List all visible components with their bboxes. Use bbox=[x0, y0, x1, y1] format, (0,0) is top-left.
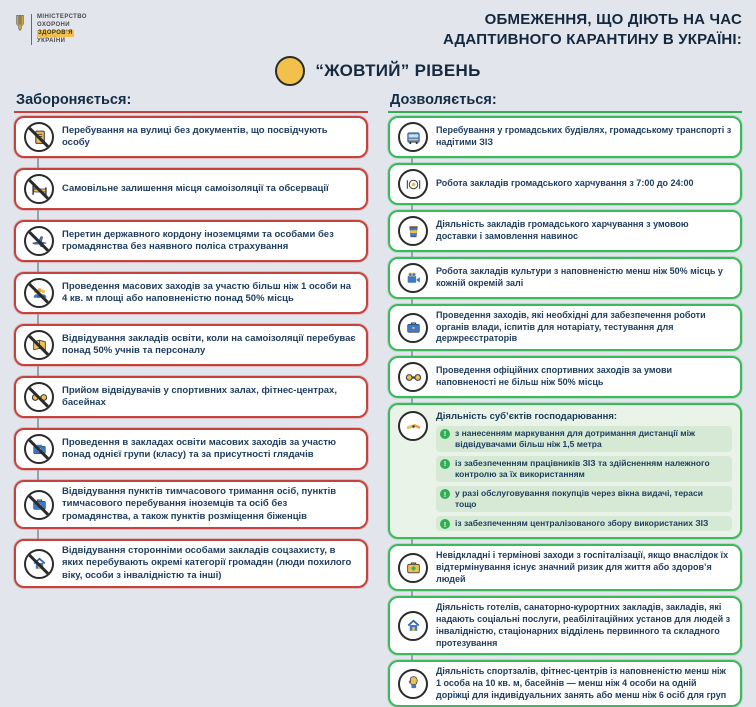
business-activity-block bbox=[436, 411, 732, 531]
item-text: Самовільне залишення місця самоізоляції та обсервації bbox=[62, 182, 329, 194]
allowed-item bbox=[388, 403, 742, 539]
item-text: Відвідування пунктів тимчасового тримання осіб, пунктів тимчасового перебування іноземців та осіб без громадянства, а також пунктів розміщення біженців bbox=[62, 486, 337, 522]
allowed-item bbox=[388, 210, 742, 252]
item-text: Робота закладів громадського харчування з 7:00 до 24:00 bbox=[436, 178, 694, 189]
page-title-line1: ОБМЕЖЕННЯ, ЩО ДІЮТЬ НА ЧАС bbox=[484, 11, 742, 28]
dumbbell-icon bbox=[398, 362, 428, 392]
condition-text: з нанесенням маркування для дотримання дистанції між відвідувачами більш ніж 1,5 метра bbox=[455, 428, 695, 450]
condition-text: із забезпеченням централізованого збору використаних ЗІЗ bbox=[455, 518, 709, 529]
condition-pill bbox=[436, 456, 732, 482]
item-text: Проведення в закладах освіти масових заходів за участю понад однієї групи (класу) та за присутності глядачів bbox=[62, 436, 337, 460]
airplane-icon bbox=[24, 226, 54, 256]
item-text: Діяльність спортзалів, фітнес-центрів із наповненістю менш ніж 1 особа на 10 кв. м, басейнів — менш ніж 4 особи на одній доріжці для індивідуальних занять або менш ніж 6 осіб для груп bbox=[436, 666, 727, 700]
handshake-icon bbox=[398, 411, 428, 441]
connector-line bbox=[37, 366, 39, 376]
prohibited-item bbox=[14, 168, 368, 210]
medkit-icon bbox=[398, 553, 428, 583]
prohibited-item bbox=[14, 428, 368, 470]
prohibited-header: Забороняється: bbox=[14, 92, 368, 113]
item-text: Діяльність суб’єктів господарювання: bbox=[436, 411, 618, 423]
condition-text: у разі обслуговування покупців через вікна видачі, тераси тощо bbox=[455, 488, 703, 510]
item-text: Проведення масових заходів за участю більш ніж 1 особи на 4 кв. м площі або наповненістю понад 50% місць bbox=[62, 280, 352, 304]
coffee-cup-icon bbox=[398, 216, 428, 246]
document-icon bbox=[24, 122, 54, 152]
exclamation-bullet-icon: ! bbox=[440, 459, 450, 469]
exclamation-bullet-icon: ! bbox=[440, 429, 450, 439]
page-title-line2: АДАПТИВНОГО КАРАНТИНУ В УКРАЇНІ: bbox=[442, 30, 742, 48]
page-title bbox=[443, 10, 742, 49]
item-text: Відвідування закладів освіти, коли на самоізоляції перебуває понад 50% учнів та персоналу bbox=[62, 332, 356, 356]
bed-icon bbox=[24, 174, 54, 204]
connector-line bbox=[37, 418, 39, 428]
prohibited-item bbox=[14, 480, 368, 529]
allowed-item bbox=[388, 544, 742, 591]
allowed-item bbox=[388, 163, 742, 205]
prohibited-item bbox=[14, 116, 368, 158]
level-badge bbox=[14, 56, 742, 86]
boxing-glove-icon bbox=[398, 669, 428, 699]
allowed-column bbox=[388, 92, 742, 707]
cinema-camera-icon bbox=[398, 263, 428, 293]
prohibited-item bbox=[14, 539, 368, 588]
connector-line bbox=[37, 470, 39, 480]
prohibited-item bbox=[14, 220, 368, 262]
house-icon bbox=[24, 549, 54, 579]
crowd-icon bbox=[24, 278, 54, 308]
dumbbell-icon bbox=[24, 382, 54, 412]
level-label: “ЖОВТИЙ” РІВЕНЬ bbox=[315, 61, 481, 80]
columns bbox=[14, 92, 742, 707]
allowed-item bbox=[388, 304, 742, 351]
logo-line: УКРАЇНИ bbox=[37, 37, 66, 44]
condition-text: із забезпеченням працівників ЗІЗ та здійсненням належного контролю за їх використанням bbox=[455, 458, 710, 480]
connector-line bbox=[37, 529, 39, 539]
item-text: Проведення заходів, які необхідні для забезпечення роботи органів влади, іспитів для нотаріату, тестування для держреєстраторів bbox=[436, 310, 706, 344]
photo-camera-icon bbox=[24, 434, 54, 464]
condition-pill bbox=[436, 426, 732, 452]
allowed-list bbox=[388, 116, 742, 707]
logo-line-highlight: ЗДОРОВ’Я bbox=[38, 29, 73, 36]
allowed-item bbox=[388, 660, 742, 707]
plate-icon bbox=[398, 169, 428, 199]
allowed-item bbox=[388, 596, 742, 655]
prohibited-list bbox=[14, 116, 368, 588]
item-text: Проведення офіційних спортивних заходів за умови наповненості не більш ніж 50% місць bbox=[436, 365, 673, 388]
connector-line bbox=[37, 158, 39, 168]
yellow-level-icon bbox=[275, 56, 305, 86]
item-text: Прийом відвідувачів у спортивних залах, фітнес-центрах, басейнах bbox=[62, 384, 337, 408]
briefcase-icon bbox=[398, 313, 428, 343]
condition-pill bbox=[436, 486, 732, 512]
prohibited-item bbox=[14, 272, 368, 314]
item-text: Діяльність закладів громадського харчування з умовою доставки і замовлення навинос bbox=[436, 219, 689, 241]
item-text: Перебування у громадських будівлях, громадському транспорті з надітими ЗІЗ bbox=[436, 125, 732, 147]
trident-icon bbox=[14, 14, 26, 37]
item-text: Робота закладів культури з наповненістю менш ніж 50% місць у кожній окремій залі bbox=[436, 266, 723, 288]
exclamation-bullet-icon: ! bbox=[440, 489, 450, 499]
exclamation-bullet-icon: ! bbox=[440, 519, 450, 529]
item-text: Перетин державного кордону іноземцями та особами без громадянства без наявного поліса страхування bbox=[62, 228, 334, 252]
prohibited-column bbox=[14, 92, 368, 588]
connector-line bbox=[37, 210, 39, 220]
logo-line: ОХОРОНИ bbox=[37, 21, 70, 28]
allowed-item bbox=[388, 116, 742, 158]
ministry-logo-text bbox=[31, 14, 87, 45]
allowed-item bbox=[388, 257, 742, 299]
item-text: Перебування на вулиці без документів, що посвідчують особу bbox=[62, 124, 328, 148]
item-text: Невідкладні і термінові заходи з госпіталізації, якщо внаслідок їх відтермінування існує значний ризик для життя або здоров’я людей bbox=[436, 550, 729, 584]
allowed-item bbox=[388, 356, 742, 398]
book-icon bbox=[24, 330, 54, 360]
connector-line bbox=[37, 314, 39, 324]
item-text: Діяльність готелів, санаторно-курортних закладів, закладів, які надають соціальні послуги, реабілітаційних установ для людей з інвалідністю, стаціонарних відділень первинного та складного протезування bbox=[436, 602, 731, 648]
connector-line bbox=[37, 262, 39, 272]
item-text: Відвідування сторонніми особами закладів соцзахисту, в яких перебувають окремі категорії громадян (люди похилого віку, особи з інвалідністю та інші) bbox=[62, 545, 352, 581]
header bbox=[14, 10, 742, 49]
allowed-header: Дозволяється: bbox=[388, 92, 742, 113]
prohibited-item bbox=[14, 376, 368, 418]
ministry-logo bbox=[14, 14, 87, 45]
briefcase-icon bbox=[24, 490, 54, 520]
bus-icon bbox=[398, 122, 428, 152]
logo-line: МІНІСТЕРСТВО bbox=[37, 14, 87, 20]
prohibited-item bbox=[14, 324, 368, 366]
house-icon bbox=[398, 611, 428, 641]
condition-pill bbox=[436, 516, 732, 531]
